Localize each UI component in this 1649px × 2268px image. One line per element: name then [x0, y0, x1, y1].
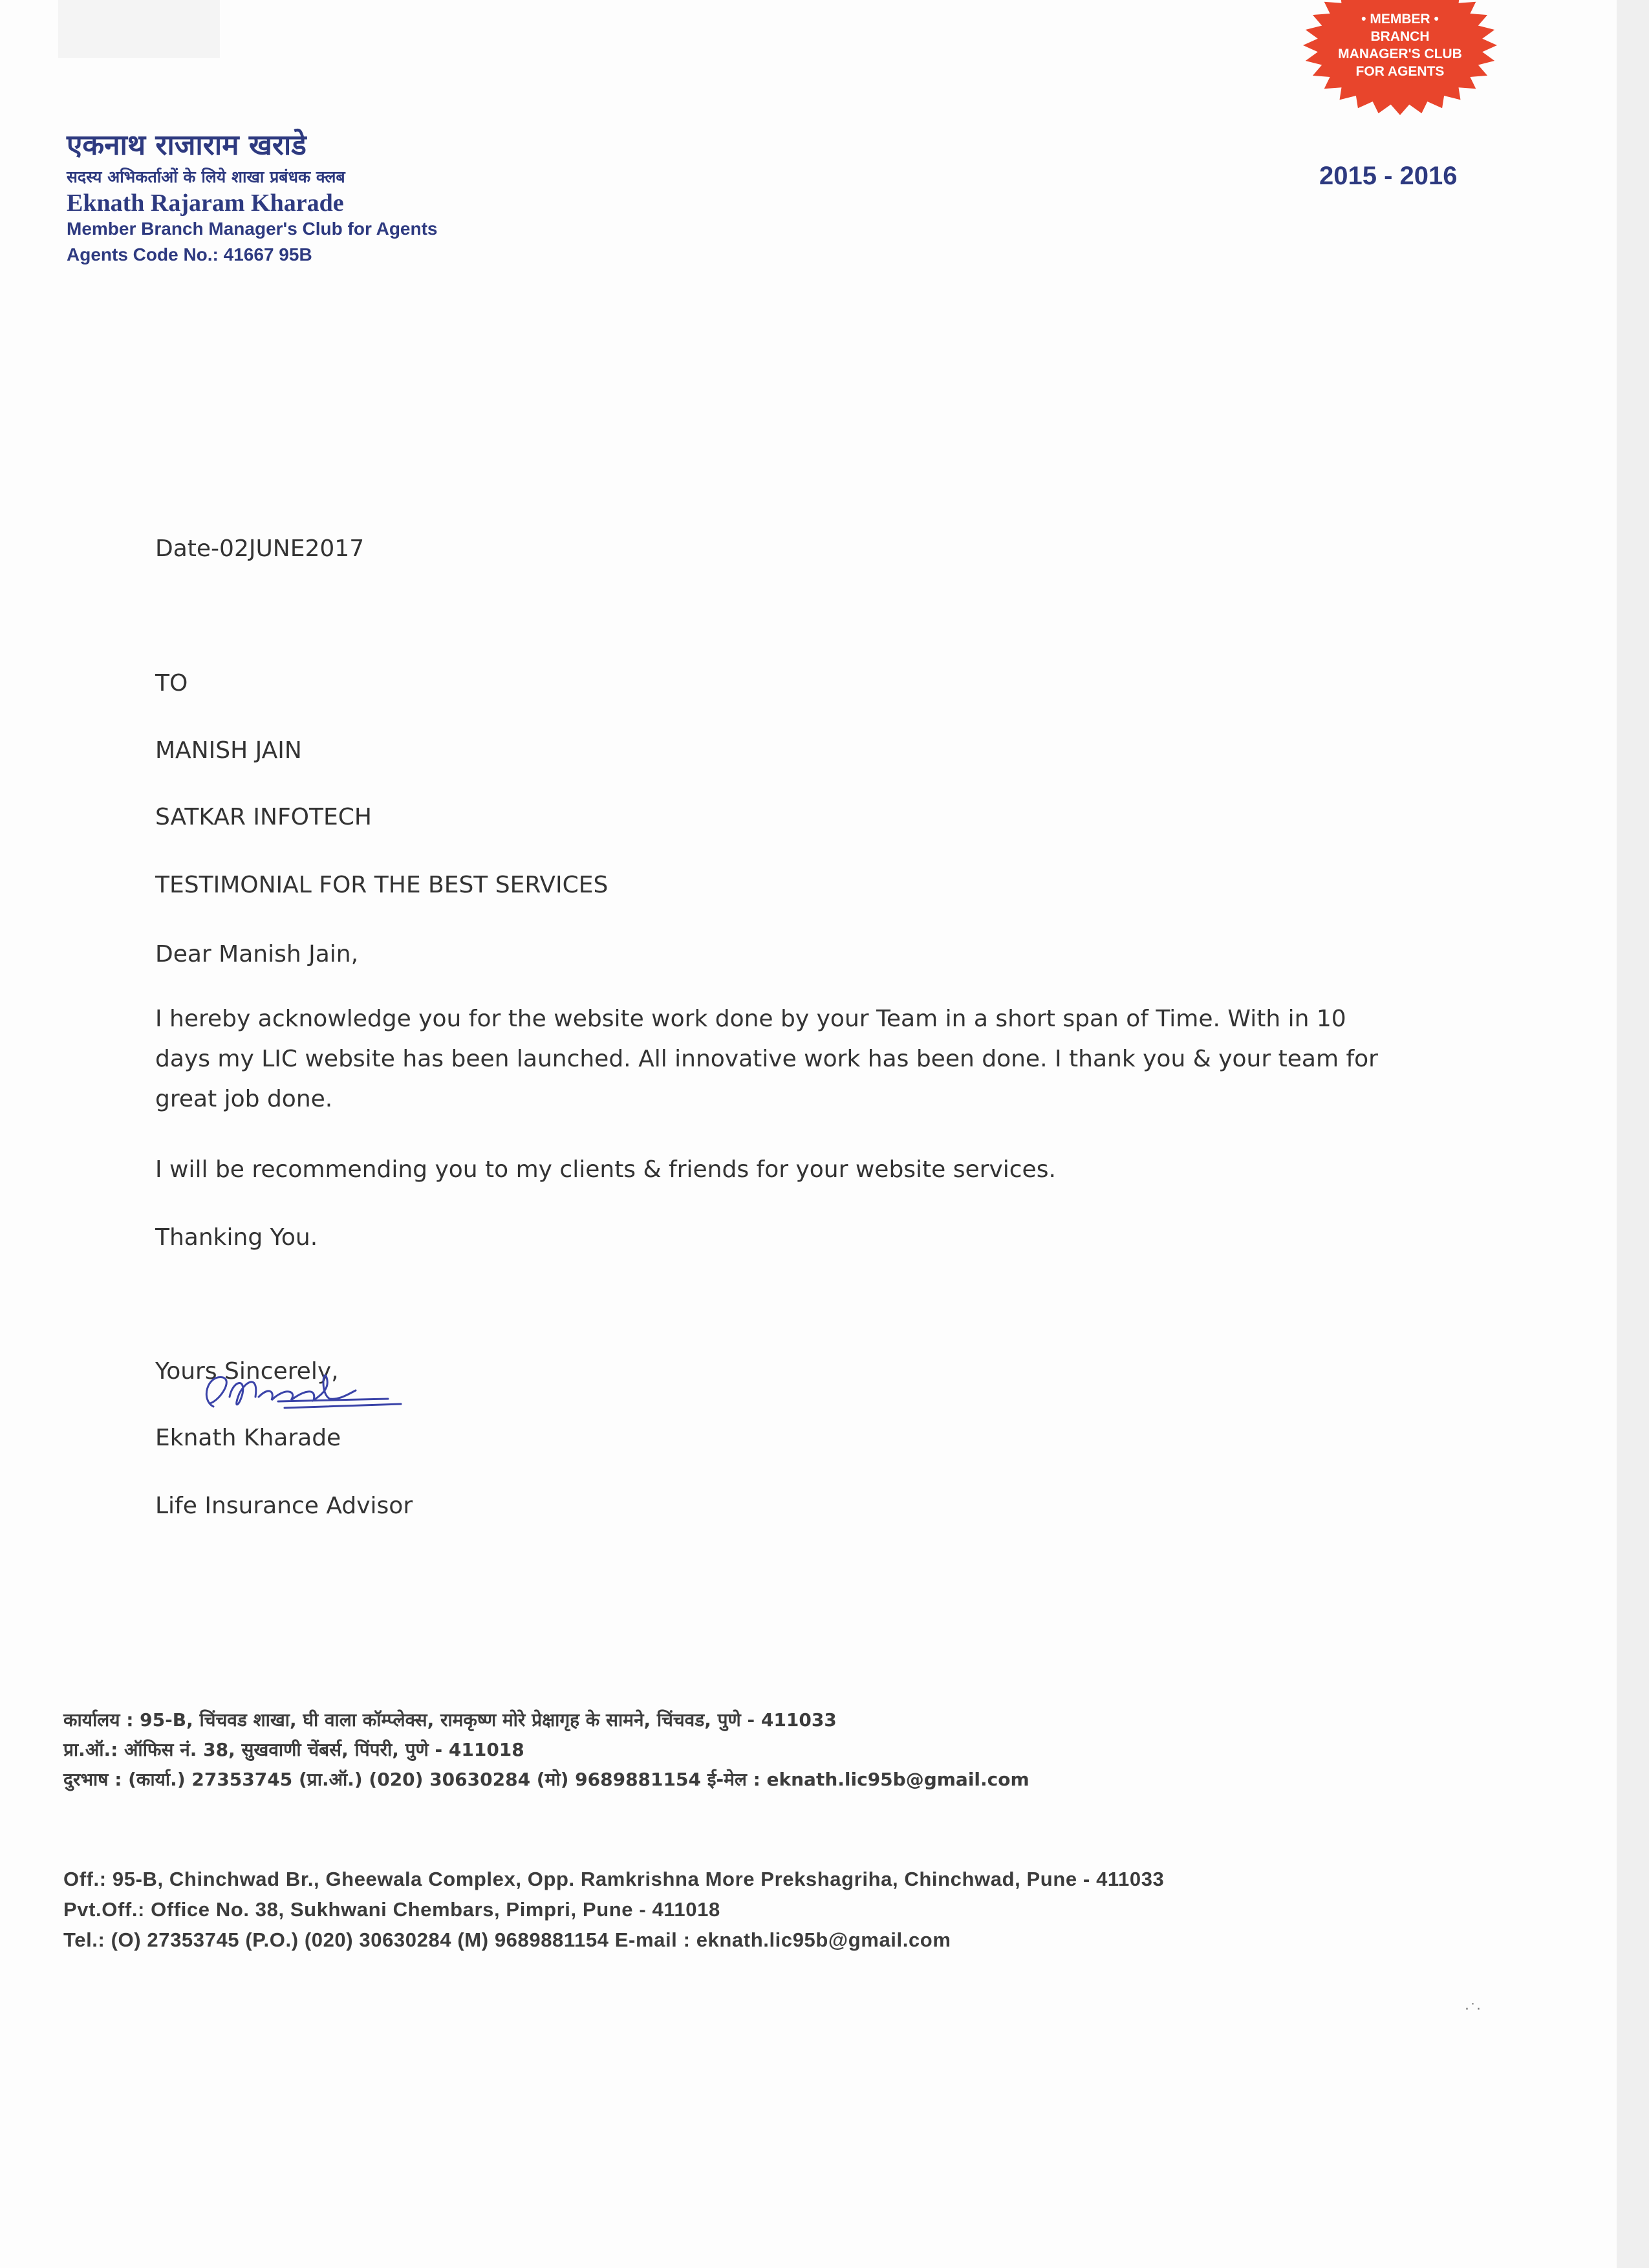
letter-recipient: MANISH JAIN: [155, 737, 302, 764]
paragraph-line: great job done.: [155, 1086, 333, 1112]
paragraph-line: days my LIC website has been launched. All innovative work has been done. I thank you & your team for: [155, 1046, 1378, 1072]
badge-text: [1297, 10, 1503, 80]
letter-subject: TESTIMONIAL FOR THE BEST SERVICES: [155, 872, 609, 898]
letter-paragraph: [155, 999, 1423, 1119]
badge-line: FOR AGENTS: [1355, 64, 1445, 79]
letterhead-hindi-name: एकनाथ राजाराम खराडे: [67, 129, 307, 162]
letter-to: TO: [155, 670, 188, 697]
letter-date: Date-02JUNE2017: [155, 535, 365, 562]
footer-hindi-pvt-office: प्रा.ऑ.: ऑफिस नं. 38, सुखवाणी चेंबर्स, पिंपरी, पुणे - 411018: [63, 1739, 524, 1760]
letterhead-club: Member Branch Manager's Club for Agents: [67, 219, 438, 239]
letter-recommendation: I will be recommending you to my clients & friends for your website services.: [155, 1156, 1056, 1183]
scan-edge-shadow: [1617, 0, 1649, 2268]
footer-pvt-office: Pvt.Off.: Office No. 38, Sukhwani Chembars, Pimpri, Pune - 411018: [63, 1898, 720, 1921]
badge-line: BRANCH: [1370, 29, 1430, 44]
handwritten-signature: [194, 1361, 414, 1432]
letter-thanks: Thanking You.: [155, 1224, 318, 1251]
footer-office: Off.: 95-B, Chinchwad Br., Gheewala Complex, Opp. Ramkrishna More Prekshagriha, Chinchwad, Pune - 411033: [63, 1868, 1165, 1890]
letter-closing: Yours Sincerely,: [155, 1358, 339, 1385]
letter-company: SATKAR INFOTECH: [155, 804, 372, 830]
letterhead-agent-code: Agents Code No.: 41667 95B: [67, 244, 312, 265]
letter-signatory: Eknath Kharade: [155, 1425, 341, 1451]
footer-hindi-office: कार्यालय : 95-B, चिंचवड शाखा, घी वाला कॉम्प्लेक्स, रामकृष्ण मोरे प्रेक्षागृह के सामने, चिंचवड, पुणे - 411033: [63, 1709, 837, 1731]
member-badge: [1297, 0, 1503, 116]
badge-line: • MEMBER •: [1361, 12, 1439, 27]
letterhead-name: Eknath Rajaram Kharade: [67, 189, 344, 217]
scan-speck: ·˙·: [1465, 2002, 1481, 2018]
letter-salutation: Dear Manish Jain,: [155, 941, 359, 967]
scan-smudge: [58, 0, 220, 58]
paragraph-line: I hereby acknowledge you for the website work done by your Team in a short span of Time. With in 10: [155, 1006, 1346, 1032]
footer-phone: Tel.: (O) 27353745 (P.O.) (020) 30630284 (M) 9689881154 E-mail : eknath.lic95b@gmail.com: [63, 1928, 951, 1951]
badge-line: MANAGER'S CLUB: [1338, 47, 1462, 61]
letter-signatory-title: Life Insurance Advisor: [155, 1493, 413, 1519]
letterhead-year: 2015 - 2016: [1319, 162, 1458, 190]
letterhead-hindi-subtitle: सदस्य अभिकर्ताओं के लिये शाखा प्रबंधक क्लब: [67, 167, 345, 186]
footer-hindi-phone: दुरभाष : (कार्या.) 27353745 (प्रा.ऑ.) (020) 30630284 (मो) 9689881154 ई-मेल : eknath.lic95b@gmail.com: [63, 1769, 1029, 1790]
